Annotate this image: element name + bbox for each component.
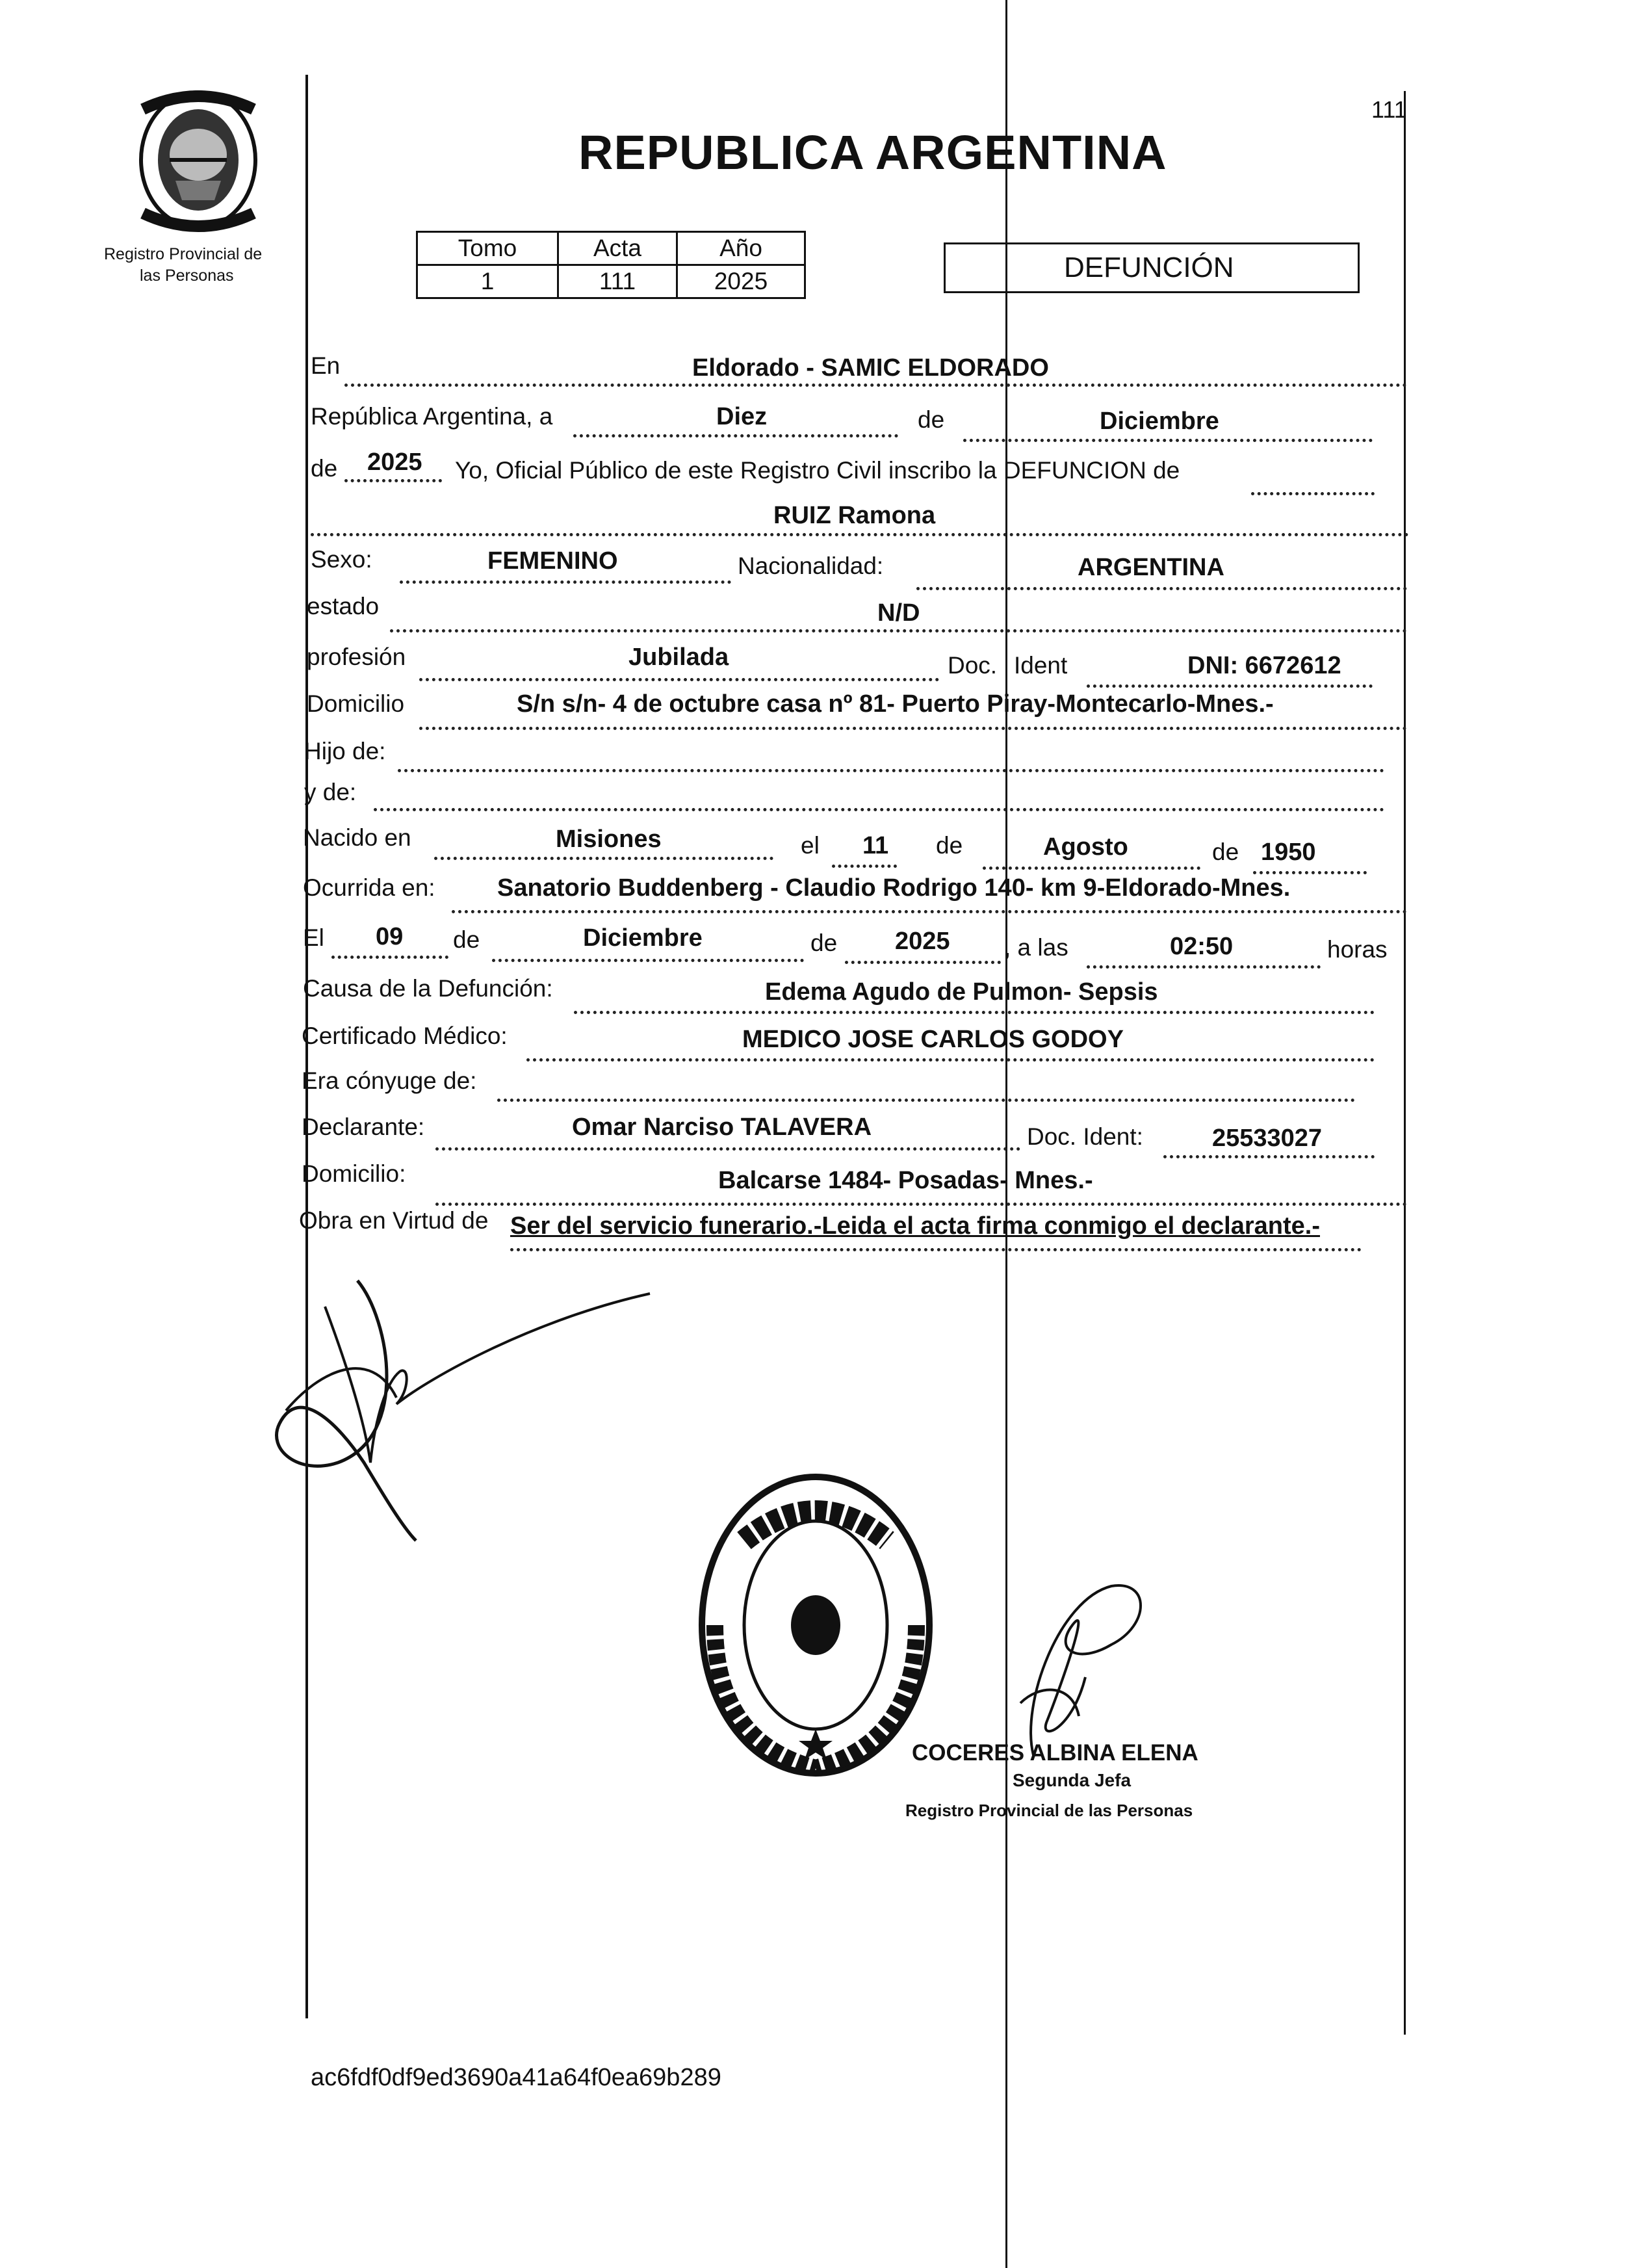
estado-dotline: [390, 629, 1407, 632]
declarante-dotline: [435, 1147, 1020, 1151]
el2-label: El: [303, 924, 324, 951]
tomo-header: Tomo: [417, 232, 558, 265]
registry-label-line1: Registro Provincial de: [104, 245, 263, 263]
official-name: COCERES ALBINA ELENA: [912, 1740, 1198, 1766]
official-signature: [981, 1573, 1157, 1768]
sexo-value: FEMENINO: [487, 547, 618, 575]
docident-dotline: [1163, 1155, 1375, 1158]
yo-text: Yo, Oficial Público de este Registro Civil inscribo la DEFUNCION de: [455, 457, 1180, 484]
docident-value: 25533027: [1212, 1125, 1323, 1152]
causa-label: Causa de la Defunción:: [303, 975, 553, 1002]
acta-value: 111: [558, 265, 677, 298]
hijo-dotline: [398, 769, 1384, 772]
document-hash: ac6fdf0df9ed3690a41a64f0ea69b289: [311, 2064, 721, 2091]
province-emblem: [130, 83, 266, 234]
dni-dotline: [1087, 684, 1373, 688]
tomo-value: 1: [417, 265, 558, 298]
name-dotline: [311, 533, 1409, 536]
birth-year: 1950: [1261, 839, 1316, 866]
conyuge-label: Era cónyuge de:: [302, 1067, 477, 1094]
month-dotline: [963, 439, 1373, 442]
domicilio-dotline: [419, 727, 1407, 730]
death-time: 02:50: [1170, 933, 1234, 960]
death-day-dotline: [331, 956, 448, 959]
hijo-label: Hijo de:: [304, 738, 386, 764]
docident-label: Doc. Ident:: [1027, 1123, 1143, 1150]
certificado-label: Certificado Médico:: [302, 1023, 508, 1049]
year-value: 2025: [367, 449, 422, 476]
official-org: Registro Provincial de las Personas: [905, 1801, 1193, 1820]
domicilio2-label: Domicilio:: [302, 1160, 406, 1187]
record-type-label: DEFUNCIÓN: [1064, 252, 1234, 283]
death-month: Diciembre: [583, 924, 703, 952]
nacionalidad-value: ARGENTINA: [1078, 554, 1224, 581]
en-value: Eldorado - SAMIC ELDORADO: [692, 354, 1049, 382]
el-label: el: [801, 832, 820, 859]
official-title: Segunda Jefa: [1013, 1770, 1132, 1790]
deceased-name: RUIZ Ramona: [773, 502, 936, 529]
en-label: En: [311, 352, 341, 379]
birth-day-dotline: [832, 865, 897, 868]
conyuge-dotline: [497, 1099, 1355, 1102]
de1-label: de: [918, 406, 945, 433]
sexo-dotline: [400, 580, 731, 584]
declarant-signature: [260, 1268, 663, 1567]
causa-value: Edema Agudo de Pulmon- Sepsis: [765, 978, 1158, 1006]
domicilio-label: Domicilio: [307, 690, 405, 717]
profesion-value: Jubilada: [628, 644, 729, 671]
anio-header: Año: [677, 232, 805, 265]
ocurrida-dotline: [452, 910, 1407, 913]
nacido-value: Misiones: [556, 826, 662, 853]
yde-label: y de:: [304, 779, 357, 805]
alas-label: , a las: [1004, 934, 1068, 961]
horas-label: horas: [1327, 936, 1388, 963]
death-day: 09: [376, 923, 404, 950]
profesion-dotline: [419, 678, 939, 681]
nacido-dotline: [434, 857, 773, 860]
estado-label: estado: [307, 593, 380, 619]
nacido-label: Nacido en: [303, 824, 411, 851]
death-time-dotline: [1087, 965, 1321, 969]
de5-label: de: [453, 926, 480, 953]
anio-value: 2025: [677, 265, 805, 298]
republica-label: República Argentina, a: [311, 403, 553, 430]
death-month-dotline: [492, 959, 804, 962]
center-fold-line: [1005, 0, 1007, 2268]
domicilio-value: S/n s/n- 4 de octubre casa nº 81- Puerto Piray-Montecarlo-Mnes.-: [517, 690, 1274, 718]
ocurrida-value: Sanatorio Buddenberg - Claudio Rodrigo 140- km 9-Eldorado-Mnes.: [497, 874, 1291, 902]
record-number-table: [416, 231, 806, 299]
death-year: 2025: [895, 928, 950, 955]
obra-value: Ser del servicio funerario.-Leida el acta firma conmigo el declarante.-: [510, 1212, 1320, 1240]
de6-label: de: [810, 930, 838, 956]
page-title: REPUBLICA ARGENTINA: [578, 125, 1167, 179]
acta-header: Acta: [558, 232, 677, 265]
right-border-line: [1404, 91, 1406, 2035]
nacionalidad-dotline: [916, 587, 1407, 590]
obra-dotline: [510, 1248, 1362, 1251]
month-value: Diciembre: [1100, 408, 1219, 435]
estado-value: N/D: [877, 599, 920, 627]
declarante-label: Declarante:: [302, 1114, 425, 1140]
en-dotline: [344, 384, 1407, 387]
yde-dotline: [374, 808, 1384, 811]
profesion-label: profesión: [307, 644, 406, 670]
page-number: 111: [1371, 96, 1407, 123]
death-year-dotline: [845, 961, 1001, 964]
ocurrida-label: Ocurrida en:: [303, 874, 435, 901]
de4-label: de: [1212, 839, 1239, 865]
dni-value: DNI: 6672612: [1187, 652, 1341, 679]
year-dotline: [344, 479, 442, 482]
de3-label: de: [936, 832, 963, 859]
domicilio2-value: Balcarse 1484- Posadas- Mnes.-: [718, 1167, 1093, 1194]
de2-label: de: [311, 455, 338, 482]
certificado-dotline: [526, 1058, 1375, 1062]
declarante-value: Omar Narciso TALAVERA: [572, 1114, 872, 1141]
yo-dotline: [1251, 492, 1375, 495]
birth-month-dotline: [983, 867, 1200, 870]
official-stamp: [695, 1469, 936, 1781]
day-value: Diez: [716, 403, 768, 430]
registry-label-line2: las Personas: [140, 267, 234, 285]
causa-dotline: [574, 1011, 1375, 1014]
obra-label: Obra en Virtud de: [299, 1207, 489, 1234]
doc-label: Doc.: [948, 652, 998, 679]
birth-month: Agosto: [1043, 833, 1128, 861]
ident-label: Ident: [1014, 652, 1068, 679]
day-dotline: [573, 434, 898, 437]
birth-day: 11: [862, 832, 889, 859]
nacionalidad-label: Nacionalidad:: [738, 553, 884, 579]
domicilio2-dotline: [435, 1203, 1407, 1206]
sexo-label: Sexo:: [311, 546, 372, 573]
certificado-value: MEDICO JOSE CARLOS GODOY: [742, 1026, 1124, 1053]
